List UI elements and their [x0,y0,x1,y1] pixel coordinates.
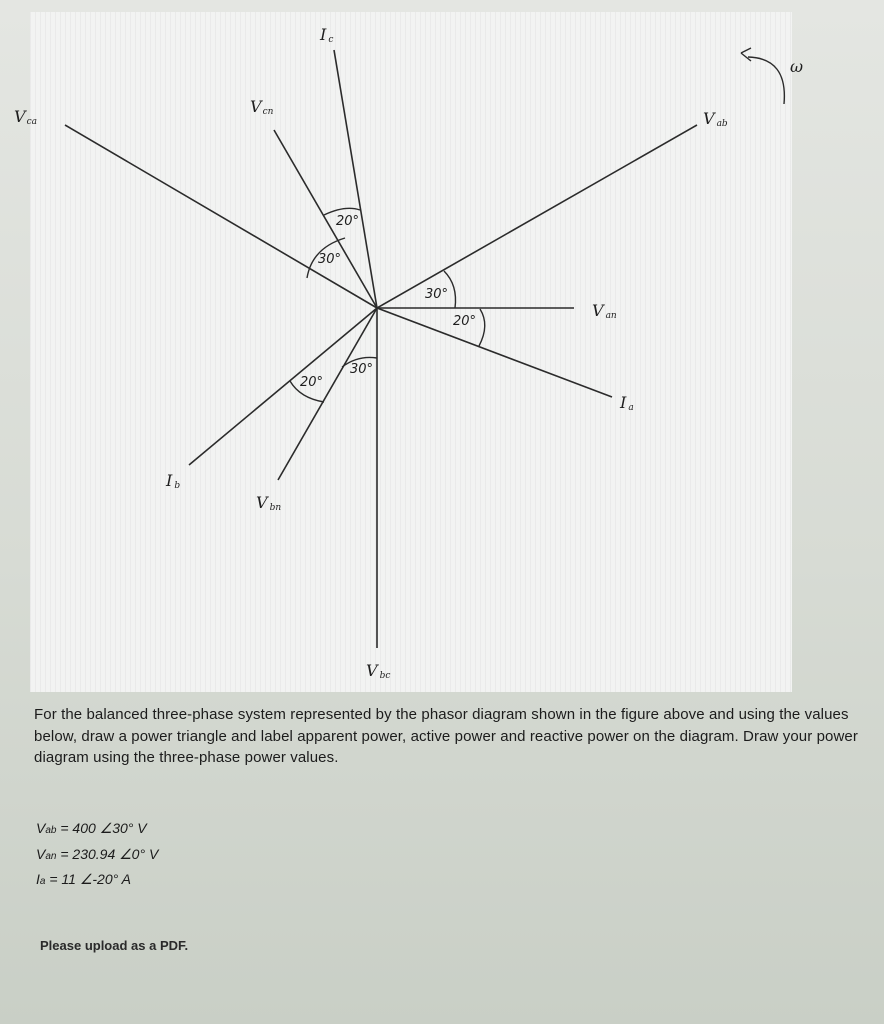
angle-label-ib-vbn: 20° [300,375,324,390]
label-ic: Ic [320,25,334,45]
given-ia: Ia = 11 ∠-20° A [36,871,131,887]
phasor-vbn-line [278,308,377,480]
phasor-vab-line [377,125,697,308]
rotation-arrowhead [741,48,751,61]
label-van: Van [592,301,617,321]
label-vca: Vca [14,107,37,127]
phasor-vca-line [65,125,377,308]
label-vbn: Vbn [256,493,282,513]
label-vcn: Vcn [250,97,274,117]
given-van: Van = 230.94 ∠0° V [36,846,159,862]
given-vab: Vab = 400 ∠30° V [36,820,147,836]
angle-label-van-ia: 20° [453,314,477,329]
label-ia: Ia [620,393,634,413]
arc-van-ia [479,309,485,346]
angle-label-van-vab: 30° [425,287,449,302]
phasor-ib-line [189,308,377,465]
phasor-ia-line [377,308,612,397]
angle-label-ic-vcn: 20° [336,214,360,229]
angle-label-vbn-vbc: 30° [350,362,374,377]
question-text: For the balanced three-phase system represented by the phasor diagram shown in the figure above and using the values below, draw a power triangle and label apparent power, active power and reactive power on the diagram. Draw your power diagram using the three-phase power values. [34,706,858,766]
upload-note: Please upload as a PDF. [40,938,189,953]
rotation-arrow [748,57,784,104]
label-ib: Ib [166,471,181,491]
angle-label-vcn-vca: 30° [318,252,342,267]
label-omega: ω [790,57,804,76]
label-vab: Vab [703,109,728,129]
label-vbc: Vbc [366,661,391,681]
